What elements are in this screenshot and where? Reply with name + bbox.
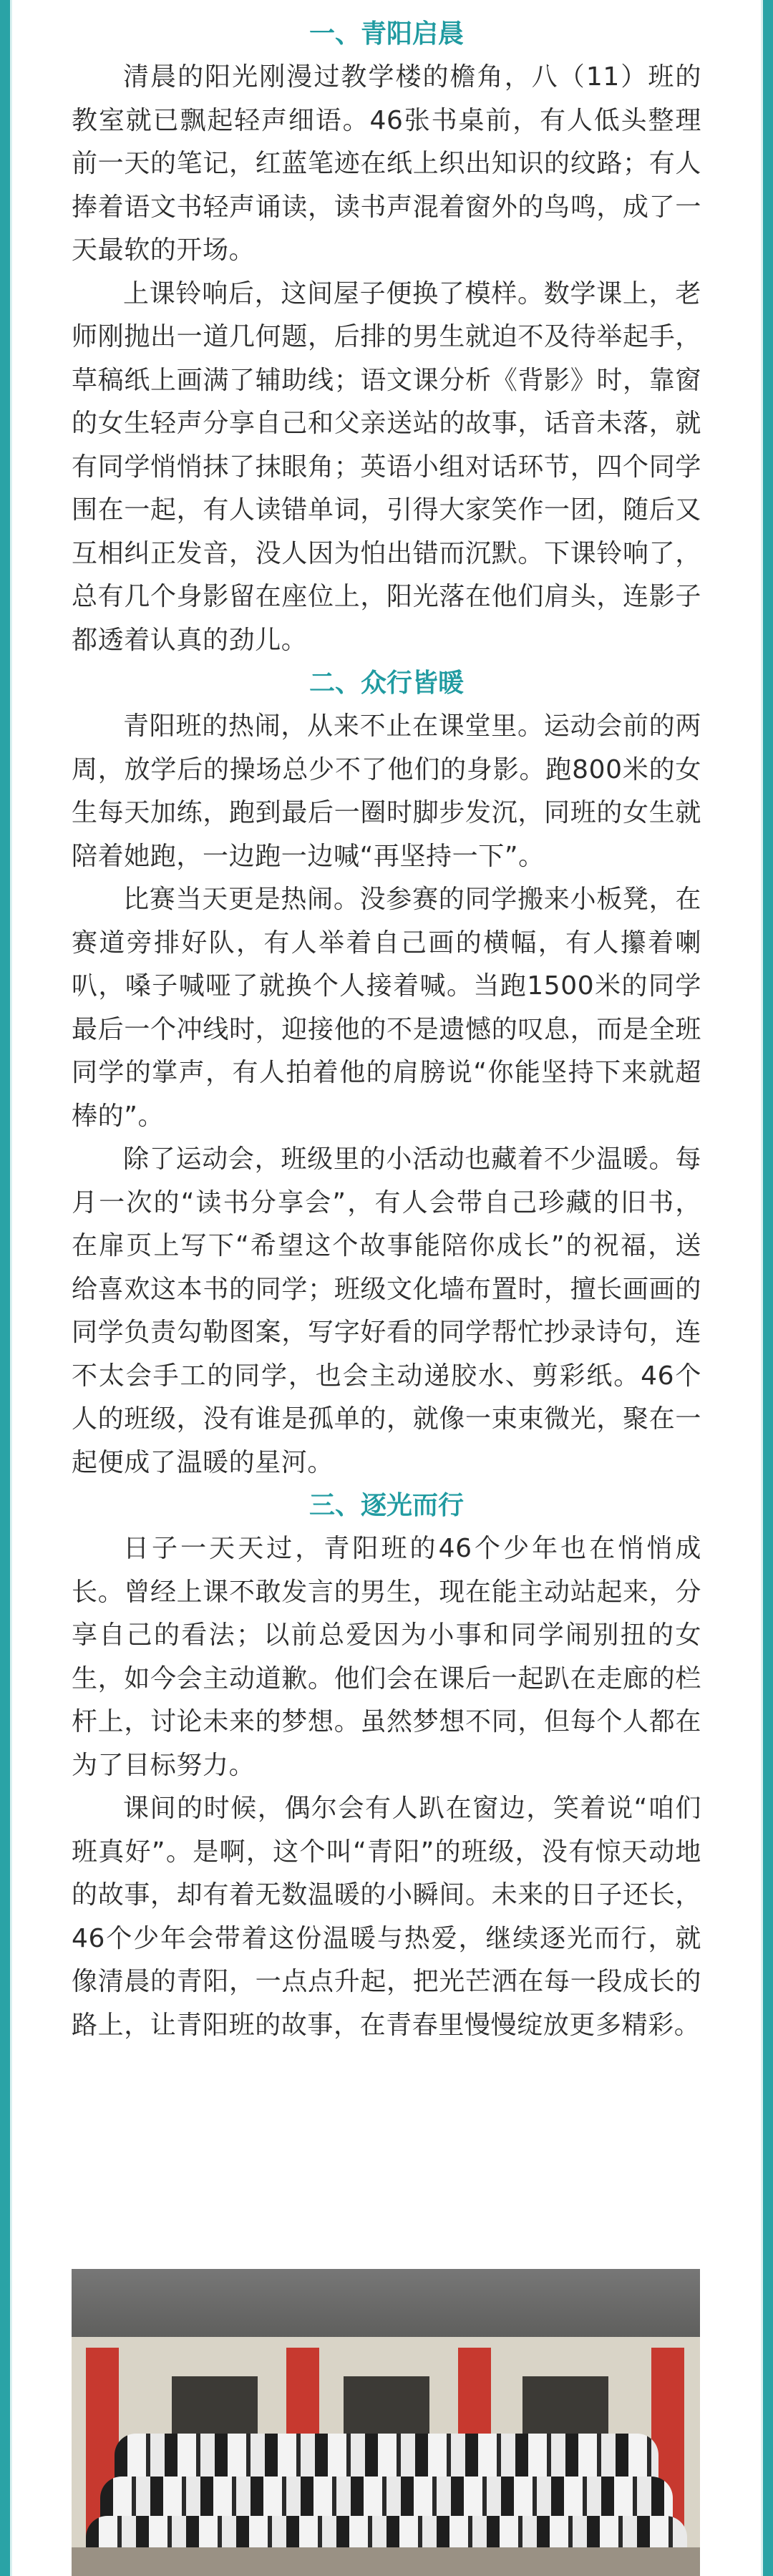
article-body [72, 13, 701, 2047]
right-border [763, 0, 773, 2576]
paragraph: 日子一天天过，青阳班的46个少年也在悄悄成长。曾经上课不敢发言的男生，现在能主动站起来，分享自己的看法；以前总爱因为小事和同学闹别扭的女生，如今会主动道歉。他们会在课后一起趴在走廊的栏杆上，讨论未来的梦想。虽然梦想不同，但每个人都在为了目标努力。 [72, 1534, 701, 1780]
paragraph: 青阳班的热闹，从来不止在课堂里。运动会前的两周，放学后的操场总少不了他们的身影。跑800米的女生每天加练，跑到最后一圈时脚步发沉，同班的女生就陪着她跑，一边跑一边喊“再坚持一下”。 [72, 711, 701, 871]
section-3 [72, 1484, 701, 2047]
section-heading: 三、逐光而行 [308, 1491, 464, 1520]
left-border [0, 0, 10, 2576]
section-1 [72, 13, 701, 662]
section-heading: 二、众行皆暖 [308, 669, 464, 698]
paragraph: 除了运动会，班级里的小活动也藏着不少温暖。每月一次的“读书分享会”，有人会带自己珍藏的旧书，在扉页上写下“希望这个故事能陪你成长”的祝福，送给喜欢这本书的同学；班级文化墙布置时，擅长画画的同学负责勾勒图案，写字好看的同学帮忙抄录诗句，连不太会手工的同学，也会主动递胶水、剪彩纸。46个人的班级，没有谁是孤单的，就像一束束微光，聚在一起便成了温暖的星河。 [72, 1144, 701, 1477]
class-group-photo [72, 2269, 700, 2576]
paragraph: 清晨的阳光刚漫过教学楼的檐角，八（11）班的教室就已飘起轻声细语。46张书桌前，有人低头整理前一天的笔记，红蓝笔迹在纸上织出知识的纹路；有人捧着语文书轻声诵读，读书声混着窗外的鸟鸣，成了一天最软的开场。 [72, 62, 701, 265]
paragraph: 课间的时候，偶尔会有人趴在窗边，笑着说“咱们班真好”。是啊，这个叫“青阳”的班级，没有惊天动地的故事，却有着无数温暖的小瞬间。未来的日子还长，46个少年会带着这份温暖与热爱，继续逐光而行，就像清晨的青阳，一点点升起，把光芒洒在每一段成长的路上，让青阳班的故事，在青春里慢慢绽放更多精彩。 [72, 1794, 701, 2040]
building-roof [72, 2269, 700, 2337]
section-heading: 一、青阳启晨 [308, 19, 464, 49]
paragraph: 比赛当天更是热闹。没参赛的同学搬来小板凳，在赛道旁排好队，有人举着自己画的横幅，有人攥着喇叭，嗓子喊哑了就换个人接着喊。当跑1500米的同学最后一个冲线时，迎接他的不是遗憾的叹息，而是全班同学的掌声，有人拍着他的肩膀说“你能坚持下来就超棒的”。 [72, 885, 701, 1131]
section-2 [72, 662, 701, 1484]
paragraph: 上课铃响后，这间屋子便换了模样。数学课上，老师刚抛出一道几何题，后排的男生就迫不及待举起手，草稿纸上画满了辅助线；语文课分析《背影》时，靠窗的女生轻声分享自己和父亲送站的故事，话音未落，就有同学悄悄抹了抹眼角；英语小组对话环节，四个同学围在一起，有人读错单词，引得大家笑作一团，随后又互相纠正发音，没人因为怕出错而沉默。下课铃响了，总有几个身影留在座位上，阳光落在他们肩头，连影子都透着认真的劲儿。 [72, 278, 701, 655]
ground [72, 2547, 700, 2576]
